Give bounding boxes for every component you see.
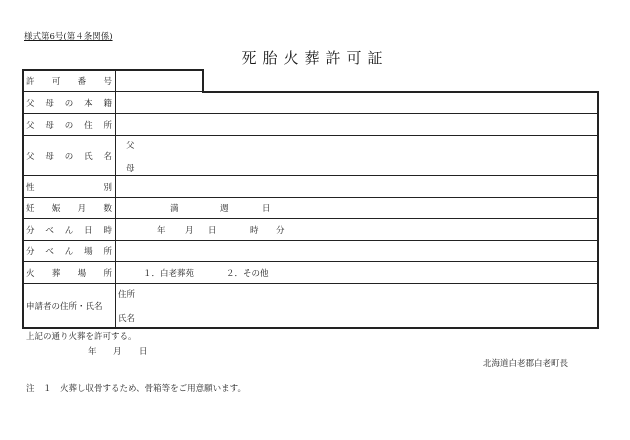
applicant-name-label: 氏名 <box>118 314 136 324</box>
label-gestation: 妊 娠 月 数 <box>26 204 112 214</box>
label-column-divider <box>115 69 116 328</box>
page-title: 死胎火葬許可証 <box>241 49 389 67</box>
permit-date-day: 日 <box>139 347 148 357</box>
cremation-option-1: １．白老葬苑 <box>143 269 195 279</box>
label-sex: 性 別 <box>26 183 112 193</box>
delivery-day: 日 <box>208 226 217 236</box>
delivery-month: 月 <box>185 226 194 236</box>
permit-statement: 上記の通り火葬を許可する。 <box>26 332 137 342</box>
label-permit-number: 許 可 番 号 <box>26 77 112 87</box>
row-divider <box>22 91 203 92</box>
label-delivery-place: 分 べ ん 場 所 <box>26 247 112 257</box>
gestation-week: 週 <box>220 204 229 214</box>
row-divider <box>22 218 598 219</box>
table-border-top-right <box>202 91 598 93</box>
row-divider <box>22 113 598 114</box>
cremation-option-2: ２．その他 <box>226 269 269 279</box>
table-border-bottom <box>22 327 599 329</box>
row-divider <box>22 197 598 198</box>
row-divider <box>22 175 598 176</box>
applicant-address-label: 住所 <box>118 290 136 300</box>
label-cremation-place: 火 葬 場 所 <box>26 269 112 279</box>
delivery-year: 年 <box>157 226 166 236</box>
label-applicant: 申請者の住所・氏名 <box>26 302 103 312</box>
label-domicile: 父 母 の 本 籍 <box>26 99 112 109</box>
permit-date-month: 月 <box>113 347 122 357</box>
delivery-minute: 分 <box>276 226 285 236</box>
row-divider <box>22 240 598 241</box>
permit-date-year: 年 <box>88 347 97 357</box>
gestation-full: 満 <box>170 204 179 214</box>
gestation-day: 日 <box>262 204 271 214</box>
father-marker: 父 <box>126 141 135 151</box>
row-divider <box>22 283 598 284</box>
label-parent-names: 父 母 の 氏 名 <box>26 152 112 162</box>
delivery-hour: 時 <box>250 226 259 236</box>
table-border-left <box>22 69 24 328</box>
footnote: 注 １ 火葬し収骨するため、骨箱等をご用意願います。 <box>26 384 246 394</box>
mother-marker: 母 <box>126 164 135 174</box>
issuer: 北海道白老郡白老町長 <box>483 359 569 369</box>
table-border-top <box>22 69 203 71</box>
table-border-right <box>597 91 599 328</box>
label-delivery-datetime: 分 べ ん 日 時 <box>26 226 112 236</box>
form-number: 様式第6号(第４条関係) <box>24 32 113 42</box>
row-divider <box>22 261 598 262</box>
row-divider <box>22 135 598 136</box>
table-border-step <box>202 69 204 92</box>
label-address: 父 母 の 住 所 <box>26 121 112 131</box>
